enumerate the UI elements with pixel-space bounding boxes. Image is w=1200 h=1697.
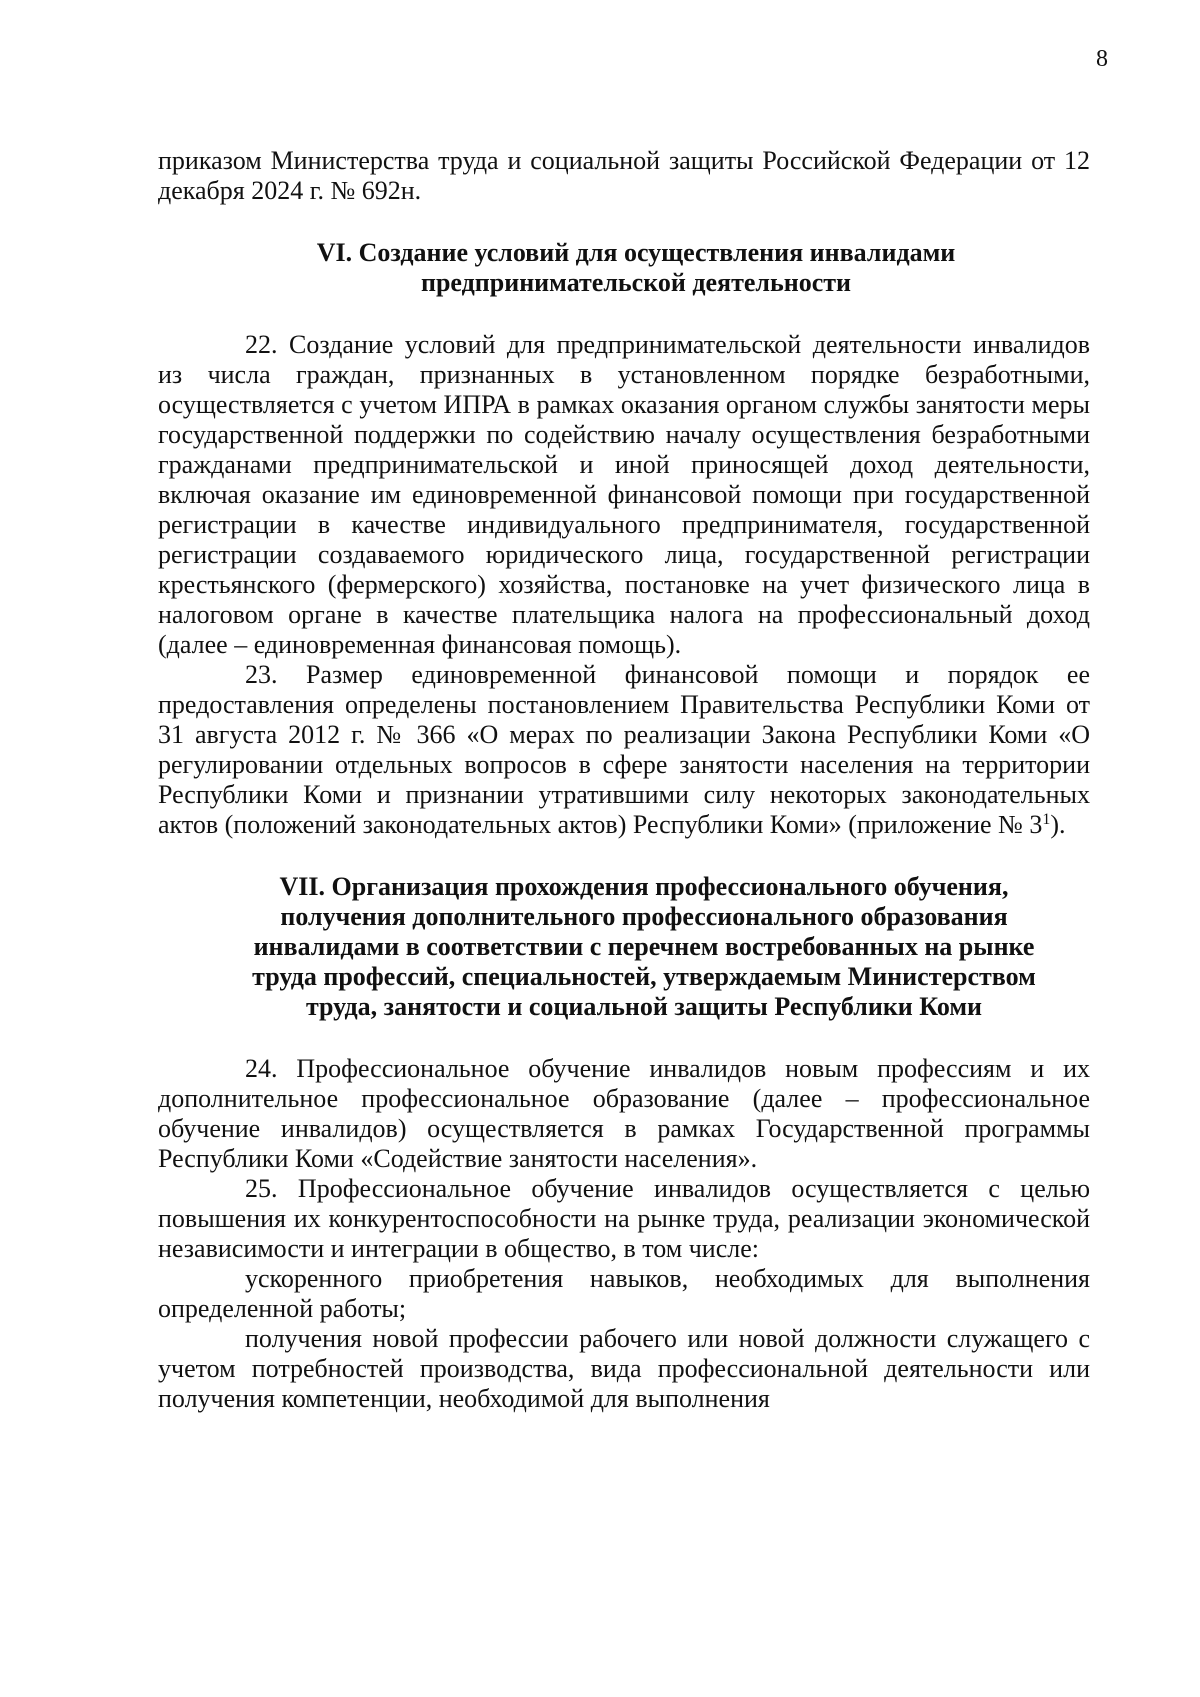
section-7-heading-line-2: получения дополнительного профессионального образования [280, 902, 1008, 931]
continuation-paragraph: приказом Министерства труда и социальной защиты Российской Федерации от 12 декабря 2024 г. № 692н. [158, 146, 1090, 205]
section-7-heading-line-1: VII. Организация прохождения профессионального обучения, [279, 872, 1009, 901]
section-6-heading-line-1: VI. Создание условий для осуществления инвалидами [316, 238, 956, 267]
paragraph-23-superscript: 1 [1042, 811, 1051, 828]
section-6-heading-line-2: предпринимательской деятельности [420, 268, 851, 297]
section-7-heading [158, 872, 1090, 1022]
section-7-heading-line-4: труда профессий, специальностей, утверждаемым Министерством [252, 962, 1036, 991]
section-7-heading-line-3: инвалидами в соответствии с перечнем востребованных на рынке [253, 932, 1035, 961]
paragraph-24: 24. Профессиональное обучение инвалидов новым профессиям и их дополнительное профессиональное образование (далее – профессиональное обучение инвалидов) осуществляется в рамках Государственной программы Республики Коми «Содействие занятости населения». [158, 1054, 1090, 1173]
document-body [158, 146, 1090, 1414]
paragraph-25-item-1: ускоренного приобретения навыков, необходимых для выполнения определенной работы; [158, 1264, 1090, 1323]
paragraph-25: 25. Профессиональное обучение инвалидов осуществляется с целью повышения их конкурентоспособности на рынке труда, реализации экономической независимости и интеграции в общество, в том числе: [158, 1174, 1090, 1263]
paragraph-25-item-2: получения новой профессии рабочего или новой должности служащего с учетом потребностей производства, вида профессиональной деятельности или получения компетенции, необходимой для выполнения [158, 1324, 1090, 1413]
page-number: 8 [1096, 46, 1108, 72]
paragraph-22: 22. Создание условий для предпринимательской деятельности инвалидов из числа граждан, признанных в установленном порядке безработными, осуществляется с учетом ИПРА в рамках оказания органом службы занятости меры государственной поддержки по содействию началу осуществления безработными гражданами предпринимательской и иной приносящей доход деятельности, включая оказание им единовременной финансовой помощи при государственной регистрации в качестве индивидуального предпринимателя, государственной регистрации создаваемого юридического лица, государственной регистрации крестьянского (фермерского) хозяйства, постановке на учет физического лица в налоговом органе в качестве плательщика налога на профессиональный доход (далее – единовременная финансовая помощь). [158, 330, 1090, 659]
paragraph-23-text: 23. Размер единовременной финансовой помощи и порядок ее предоставления определены постановлением Правительства Республики Коми от 31 августа 2012 г. № 366 «О мерах по реализации Закона Республики Коми «О регулировании отдельных вопросов в сфере занятости населения на территории Республики Коми и признании утратившими силу некоторых законодательных актов (положений законодательных актов) Республики Коми» (приложение № 3 [158, 660, 1090, 839]
section-6-heading [158, 238, 1090, 298]
section-7-heading-line-5: труда, занятости и социальной защиты Республики Коми [305, 992, 983, 1021]
paragraph-23 [158, 660, 1090, 840]
paragraph-23-tail: ). [1050, 810, 1066, 839]
